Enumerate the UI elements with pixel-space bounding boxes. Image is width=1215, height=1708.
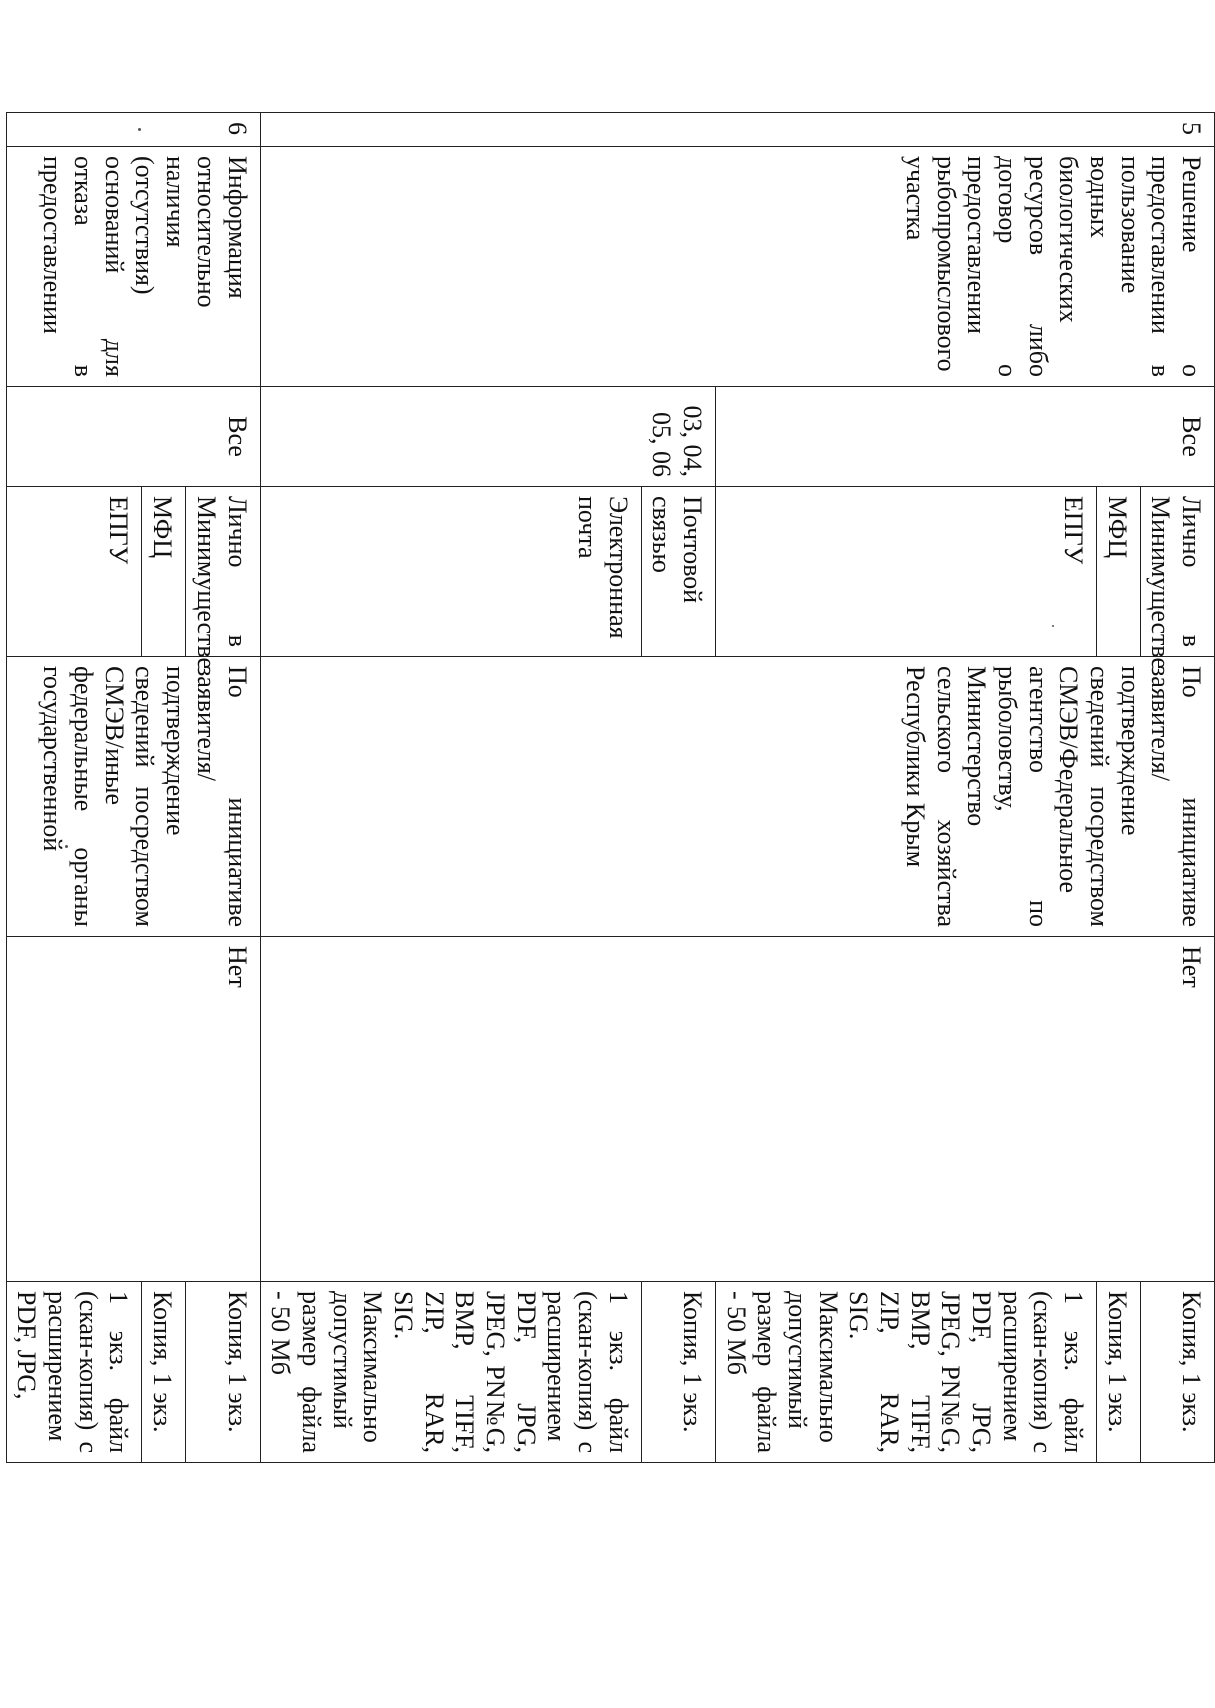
required-flag: Нет <box>6 937 260 1282</box>
submission-method: Электронная почта <box>260 487 641 657</box>
submission-method: МФЦ <box>142 487 186 657</box>
document-form: 1 экз. файл (скан-копия) с расширением PDF, JPG, <box>6 1282 142 1463</box>
submission-method: Почтовой связью <box>641 487 715 657</box>
submission-method: ЕПГУ <box>715 487 1096 657</box>
case-codes: 03, 04, 05, 06 <box>260 387 715 487</box>
document-form: 1 экз. файл (скан-копия) с расширением PDF, JPG, JPEG, PN№G, BMP, TIFF, ZIP, RAR, SIG. Максимально допустимый размер файла - 50 Мб <box>260 1282 641 1463</box>
submission-method: Лично в Минимуществе <box>1140 487 1214 657</box>
source-of-document: По инициативе заявителя/подтверждение сведений посредством СМЭВ/иные федеральные органы государственной <box>6 657 260 937</box>
submission-method: ЕПГУ <box>6 487 142 657</box>
row-number: 5 <box>260 113 1214 147</box>
document-form: 1 экз. файл (скан-копия) с расширением PDF, JPG, JPEG, PN№G, BMP, TIFF, ZIP, RAR, SIG. Максимально допустимый размер файла - 50 Мб <box>715 1282 1096 1463</box>
submission-method: Лично в Минимуществе <box>186 487 260 657</box>
required-flag: Нет <box>260 937 1214 1282</box>
document-form: Копия, 1 экз. <box>1140 1282 1214 1463</box>
documents-table <box>6 112 1215 1463</box>
submission-method: МФЦ <box>1096 487 1140 657</box>
document-name: Решение о предоставлении в пользование водных биологических ресурсов либо договор о предоставлении рыбопромыслового участка <box>260 147 1214 387</box>
case-codes: Все <box>6 387 260 487</box>
source-of-document: По инициативе заявителя/подтверждение сведений посредством СМЭВ/Федеральное агентство по рыболовству, Министерство сельского хозяйства Республики Крым <box>260 657 1214 937</box>
document-form: Копия, 1 экз. <box>641 1282 715 1463</box>
document-form: Копия, 1 экз. <box>142 1282 186 1463</box>
row-number: 6 <box>6 113 260 147</box>
document-name: Информация относительно наличия (отсутствия) оснований для отказа в предоставлении <box>6 147 260 387</box>
rotated-page <box>12 112 1215 1462</box>
document-form: Копия, 1 экз. <box>186 1282 260 1463</box>
case-codes: Все <box>715 387 1214 487</box>
document-form: Копия, 1 экз. <box>1096 1282 1140 1463</box>
